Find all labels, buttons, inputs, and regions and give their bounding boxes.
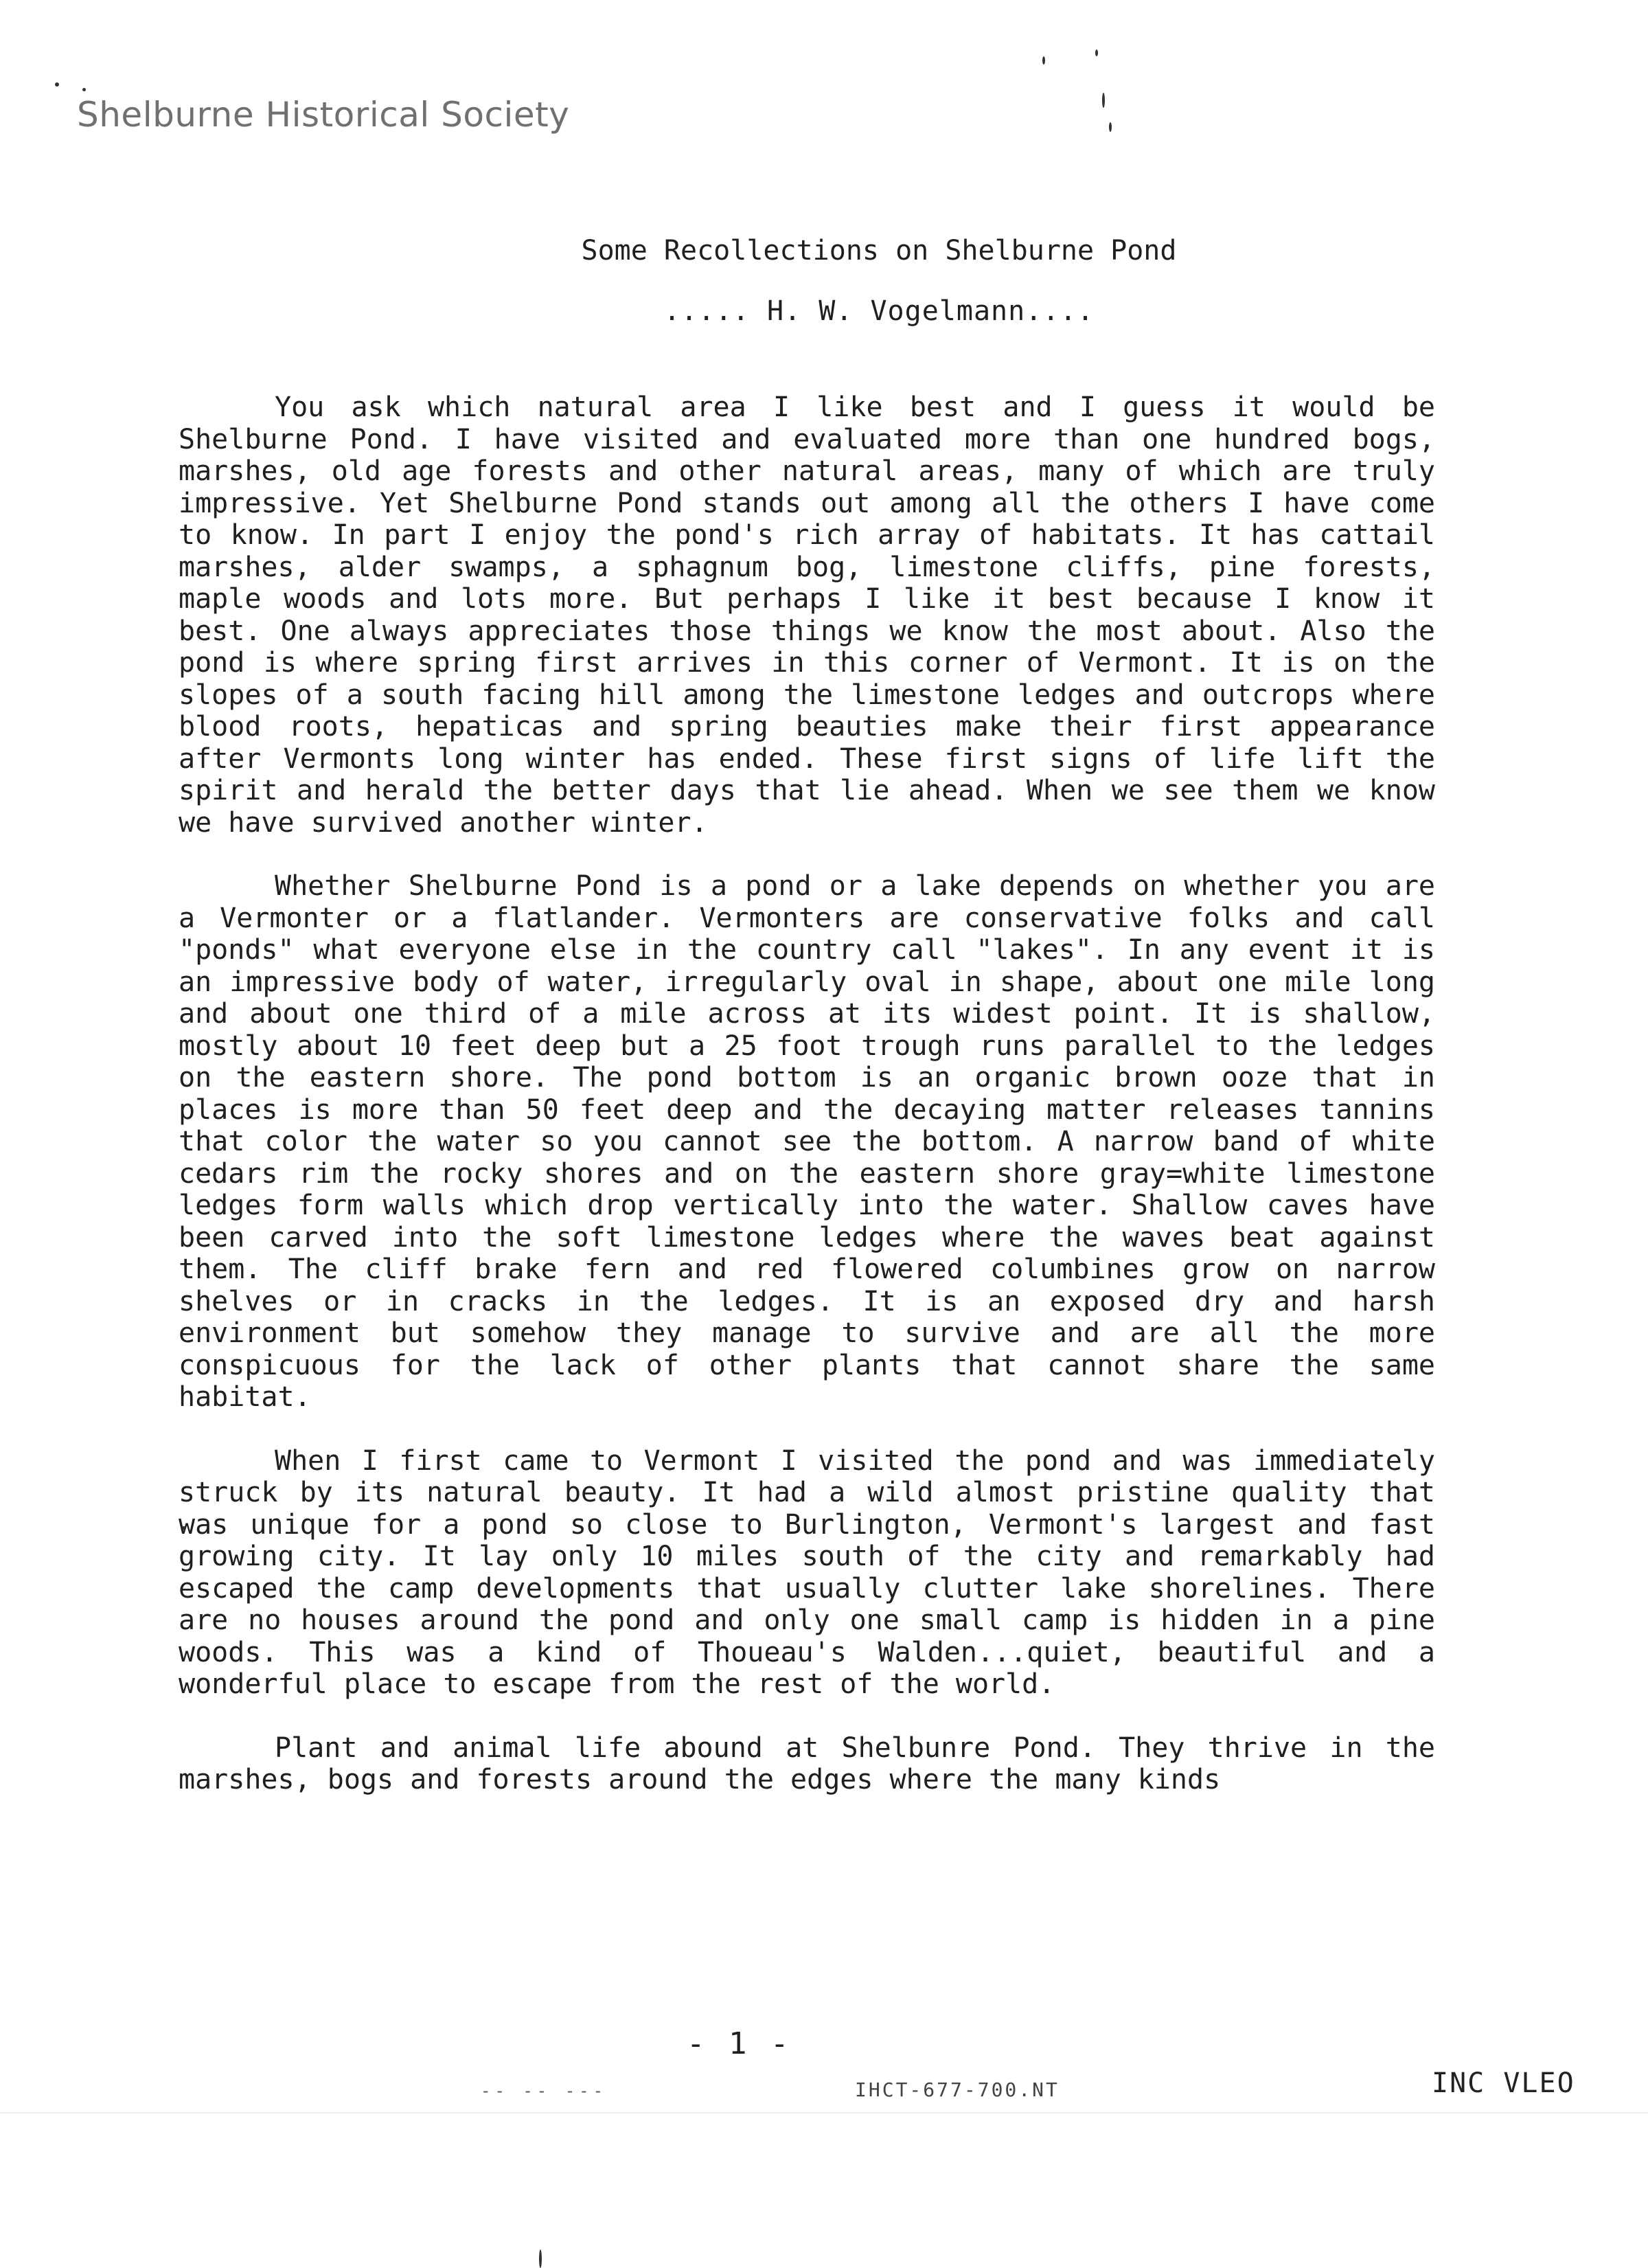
scan-speck (1102, 93, 1105, 108)
document-body (179, 392, 1435, 1828)
paragraph-1: You ask which natural area I like best and I guess it would be Shelburne Pond. I have visited and evaluated more than one hundred bogs, marshes, old age forests and other natural areas, many of which are truly impressive. Yet Shelburne Pond stands out among all the others I have come to know. In part I enjoy the pond's rich array of habitats. It has cattail marshes, alder swamps, a sphagnum bog, limestone cliffs, pine forests, maple woods and lots more. But perhaps I like it best because I know it best. One always appreciates those things we know the most about. Also the pond is where spring first arrives in this corner of Vermont. It is on the slopes of a south facing hill among the limestone ledges and outcrops where blood roots, hepaticas and spring beauties make their first appearance after Vermonts long winter has ended. These first signs of life lift the spirit and herald the better days that lie ahead. When we see them we know we have survived another winter. (179, 392, 1435, 839)
footer-middle-text: IHCT-677-700.NT (855, 2078, 1060, 2101)
page-number: - 1 - (687, 2026, 792, 2061)
document-author: ..... H. W. Vogelmann.... (663, 295, 1095, 327)
scan-speck (82, 88, 86, 91)
paragraph-3: When I first came to Vermont I visited the pond and was immediately struck by its natural beauty. It had a wild almost pristine quality that was unique for a pond so close to Burlington, Vermont's largest and fast growing city. It lay only 10 miles south of the city and remarkably had escaped the camp developments that usually clutter lake shorelines. There are no houses around the pond and only one small camp is hidden in a pine woods. This was a kind of Thoueau's Walden...quiet, beautiful and a wonderful place to escape from the rest of the world. (179, 1444, 1435, 1700)
footer-left-text: -- -- --- (481, 2081, 608, 2100)
scan-speck (1095, 49, 1098, 56)
paragraph-4: Plant and animal life abound at Shelbunre Pond. They thrive in the marshes, bogs and forests around the edges where the many kinds (179, 1732, 1435, 1795)
scan-speck (1042, 56, 1045, 65)
document-title: Some Recollections on Shelburne Pond (581, 235, 1177, 267)
scan-speck (539, 2249, 542, 2268)
scan-speck (55, 82, 59, 87)
scan-edge-line (0, 2112, 1648, 2113)
footer-right-text: INC VLEO (1432, 2067, 1575, 2099)
watermark-text: Shelburne Historical Society (77, 95, 570, 135)
scan-speck (1109, 122, 1112, 132)
paragraph-2: Whether Shelburne Pond is a pond or a lake depends on whether you are a Vermonter or a flatlander. Vermonters are conservative folks and call "ponds" what everyone else in the country call "lakes". In any event it is an impressive body of water, irregularly oval in shape, about one mile long and about one third of a mile across at its widest point. It is shallow, mostly about 10 feet deep but a 25 foot trough runs parallel to the ledges on the eastern shore. The pond bottom is an organic brown ooze that in places is more than 50 feet deep and the decaying matter releases tannins that color the water so you cannot see the bottom. A narrow band of white cedars rim the rocky shores and on the eastern shore gray=white limestone ledges form walls which drop vertically into the water. Shallow caves have been carved into the soft limestone ledges where the waves beat against them. The cliff brake fern and red flowered columbines grow on narrow shelves or in cracks in the ledges. It is an exposed dry and harsh environment but somehow they manage to survive and are all the more conspicuous for the lack of other plants that cannot share the same habitat. (179, 870, 1435, 1413)
